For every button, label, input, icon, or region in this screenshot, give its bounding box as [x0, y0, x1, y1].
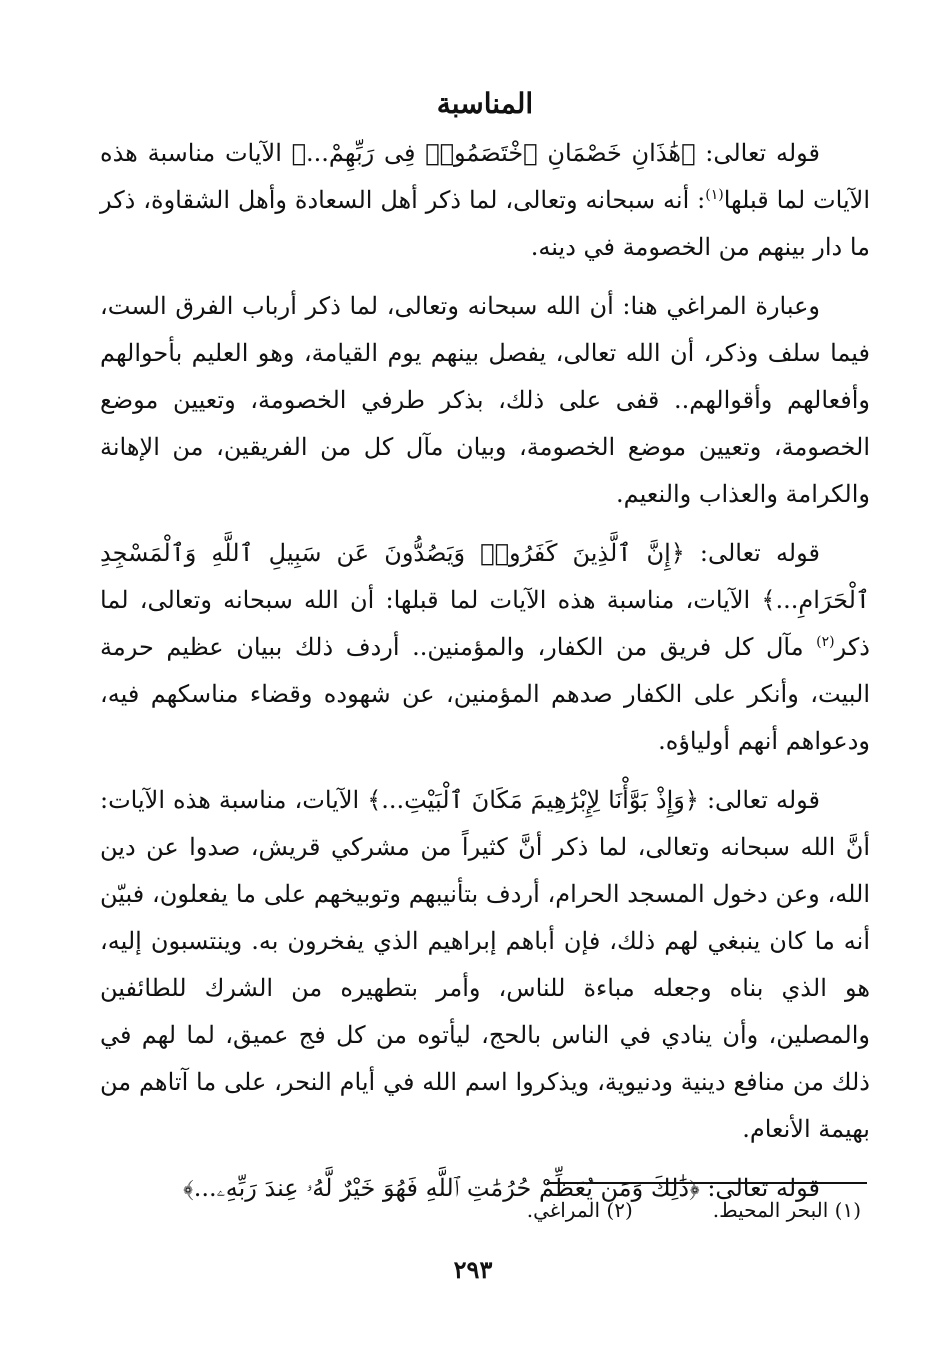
quran-verse: ﴿وَإِذْ بَوَّأْنَا لِإِبْرَٰهِيمَ مَكَانَ ٱلْبَيْتِ...﴾	[367, 786, 699, 814]
footnote-ref-1[interactable]: (١)	[705, 187, 724, 203]
quran-verse: ﴿ذَٰلِكَ وَمَن يُعَظِّمْ حُرُمَٰتِ ٱللَّهِ فَهُوَ خَيْرٌ لَّهُۥ عِندَ رَبِّهِۦ...﴾	[183, 1174, 700, 1202]
paragraph-lead: قوله تعالى:	[698, 786, 821, 814]
quran-verse: ﴿إِنَّ ٱلَّذِينَ كَفَرُوا۟ وَيَصُدُّونَ عَن سَبِيلِ ٱللَّهِ وَٱلْمَسْجِدِ ٱلْحَرَامِ...﴾	[100, 539, 870, 614]
footnotes	[301, 1192, 861, 1228]
paragraph-text: الآيات، مناسبة هذه الآيات: أنَّ الله سبحانه وتعالى، لما ذكر أنَّ كثيراً من مشركي قريش، صدوا عن دين الله، وعن دخول المسجد الحرام، أردف بتأنيبهم وتوبيخهم على ما يفعلون، فبيّن أنه ما كان ينبغي لهم ذلك، فإن أباهم إبراهيم الذي يفخرون به. وينتسبون إليه، هو الذي بناه وجعله مباءة للناس، وأمر بتطهيره من الشرك للطائفين والمصلين، وأن ينادي في الناس بالحج، ليأتوه من كل فج عميق، لما لهم في ذلك من منافع دينية ودنيوية، ويذكروا اسم الله في أيام النحر، على ما آتاهم من بهيمة الأنعام.	[100, 786, 870, 1143]
paragraph-text: مآل كل فريق من الكفار، والمؤمنين.. أردف ذلك ببيان عظيم حرمة البيت، وأنكر على الكفار صدهم المؤمنين، عن شهوده وقضاء مناسكهم فيه، ودعواهم أنهم أولياؤه.	[100, 633, 870, 755]
footnote-ref-2[interactable]: (٢)	[816, 634, 835, 650]
page-body	[100, 80, 870, 1224]
quran-verse: ﴿هَٰذَانِ خَصْمَانِ ٱخْتَصَمُوا۟ فِى رَبِّهِمْ...﴾	[291, 139, 696, 167]
paragraph-lead: قوله تعالى:	[699, 1174, 820, 1202]
paragraph-1	[100, 130, 870, 271]
page-number: ٢٩٣	[453, 1255, 493, 1284]
paragraph-text: : أنه سبحانه وتعالى، لما ذكر أهل السعادة وأهل الشقاوة، ذكر ما دار بينهم من الخصومة في دينه.	[100, 186, 870, 261]
paragraph-text: الآيات، مناسبة هذه الآيات لما قبلها: أن الله سبحانه وتعالى، لما ذكر	[100, 586, 870, 661]
paragraph-2	[100, 283, 870, 518]
paragraph-3	[100, 530, 870, 765]
paragraph-text: وعبارة المراغي هنا: أن الله سبحانه وتعالى، لما ذكر أرباب الفرق الست، فيما سلف وذكر، أن الله تعالى، يفصل بينهم يوم القيامة، وهو العليم بأحوالهم وأفعالهم وأقوالهم.. قفى على ذلك، بذكر طرفي الخصومة، وتعيين موضع الخصومة، وتعيين موضع الخصومة، وبيان مآل كل من الفريقين، من الإهانة والكرامة والعذاب والنعيم.	[100, 292, 870, 508]
page-title: المناسبة	[436, 87, 534, 120]
paragraph-4	[100, 777, 870, 1153]
footnote-divider	[547, 1182, 867, 1184]
paragraph-text: الآيات مناسبة هذه الآيات لما قبلها	[100, 139, 870, 214]
paragraph-lead: قوله تعالى:	[695, 139, 820, 167]
footnote-1: (١) البحر المحيط.	[712, 1198, 861, 1222]
paragraph-lead: قوله تعالى:	[684, 539, 820, 567]
footnote-2: (٢) المراغي.	[526, 1198, 633, 1222]
